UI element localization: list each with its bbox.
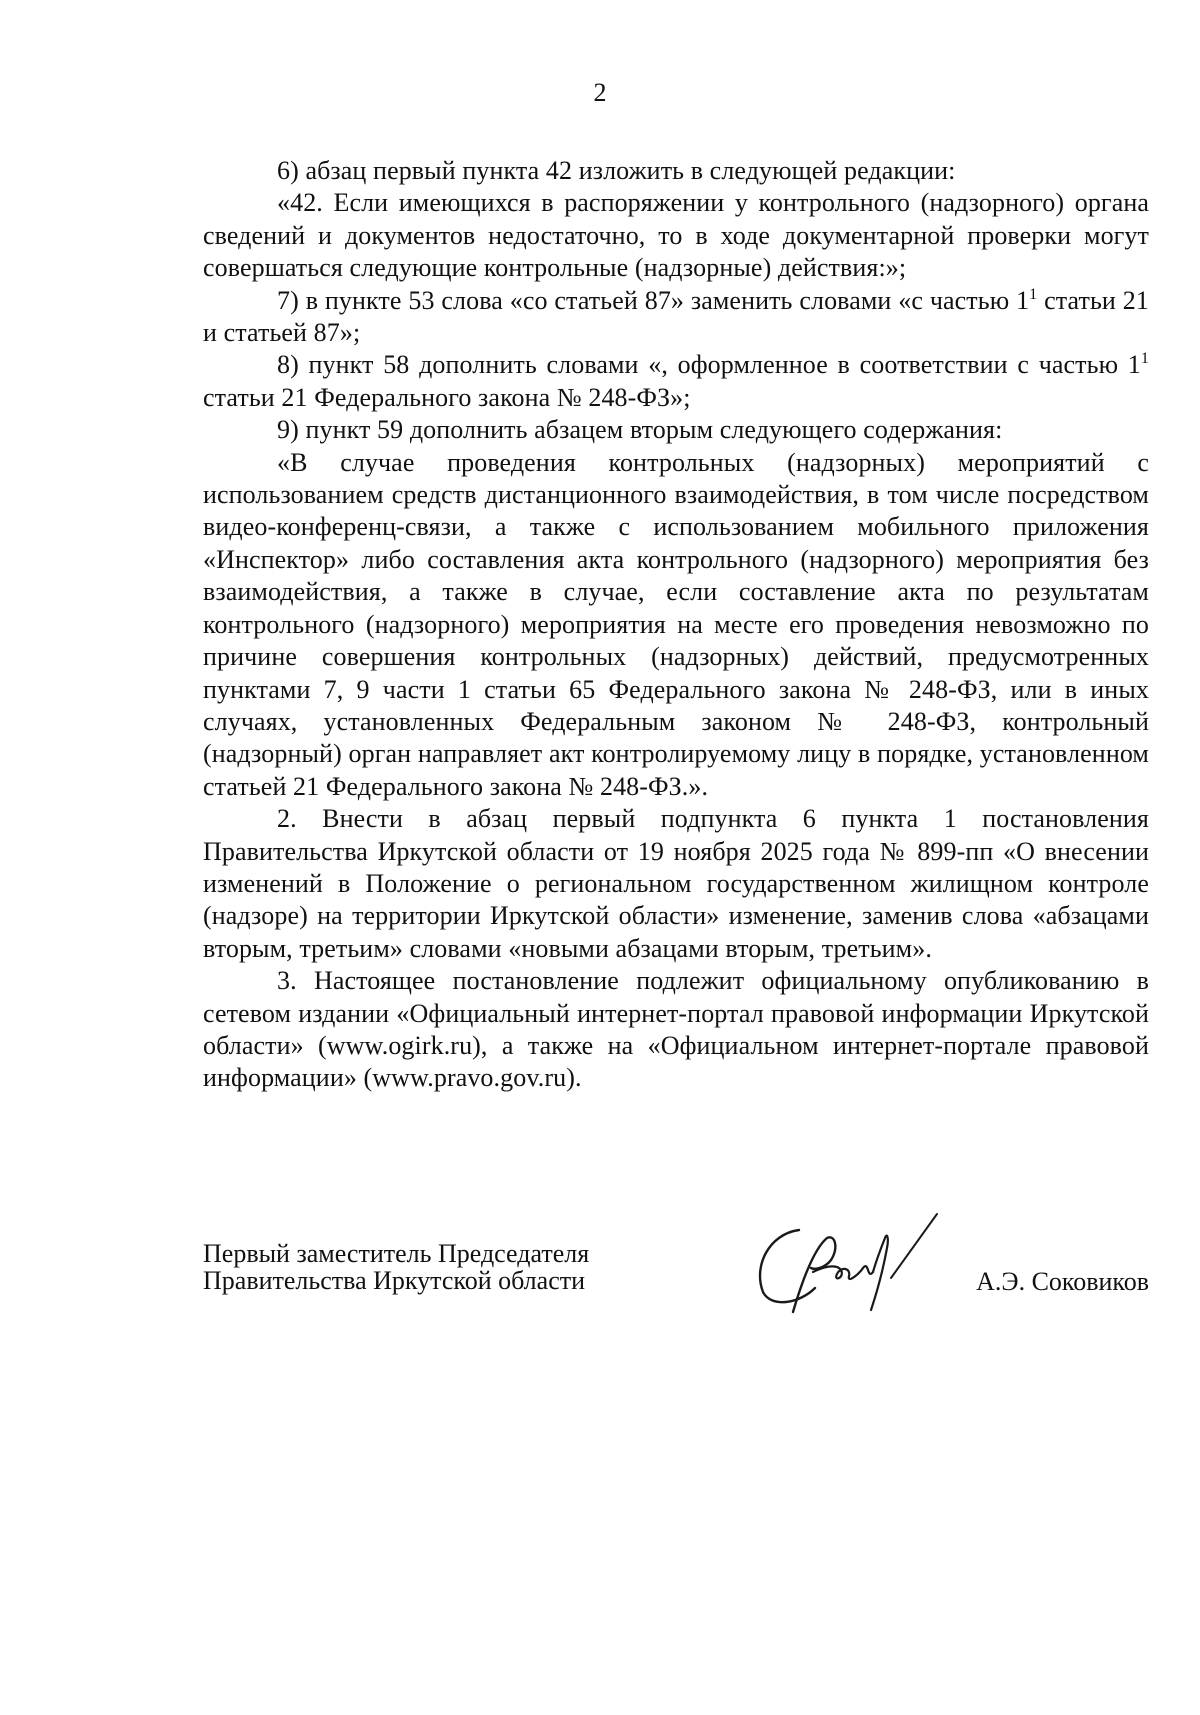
signature-block (203, 1240, 1149, 1330)
signatory-position-line2: Правительства Иркутской области (203, 1266, 586, 1295)
paragraph-item-8-text-a: 8) пункт 58 дополнить словами «, оформленное в соответствии с частью 1 (277, 350, 1141, 380)
signatory-position-line1: Первый заместитель Председателя (203, 1239, 590, 1268)
signatory-name: А.Э. Соковиков (976, 1267, 1149, 1296)
paragraph-item-7-text-b: статьи 21 и статьей 87»; (203, 285, 1149, 348)
superscript: 1 (1029, 285, 1038, 303)
paragraph-item-9: 9) пункт 59 дополнить абзацем вторым следующего содержания: (277, 415, 1003, 445)
handwritten-signature (741, 1208, 941, 1318)
paragraph-item-6: 6) абзац первый пункта 42 изложить в следующей редакции: (277, 156, 956, 185)
paragraph-section-2: 2. Внести в абзац первый подпункта 6 пункта 1 постановления Правительства Иркутской области от 19 ноября 2025 года № 899-пп «О внесении изменений в Положение о региональном государственном жилищном контроле (надзоре) на территории Иркутской области» изменение, заменив слова «абзацами вторым, третьим» словами «новыми абзацами вторым, третьим». (203, 804, 1149, 963)
paragraph-quoted-addition: «В случае проведения контрольных (надзорных) мероприятий с использованием средств дистанционного взаимодействия, в том числе посредством видео-конференц-связи, а также с использованием мобильного приложения «Инспектор» либо составления акта контрольного (надзорного) мероприятия без взаимодействия, а также в случае, если составление акта по результатам контрольного (надзорного) мероприятия на месте его проведения невозможно по причине совершения контрольных (надзорных) действий, предусмотренных пунктами 7, 9 части 1 статьи 65 Федерального закона № 248-ФЗ, или в иных случаях, установленных Федеральным законом № 248-ФЗ, контрольный (надзорный) орган направляет акт контролируемому лицу в порядке, установленном статьей 21 Федерального закона № 248-ФЗ.». (203, 447, 1149, 801)
page-number: 2 (593, 78, 607, 107)
superscript: 1 (1140, 350, 1149, 368)
signatory-position (203, 1240, 589, 1294)
paragraph-item-7 (203, 285, 1149, 350)
paragraph-item-7-text-a: 7) в пункте 53 слова «со статьей 87» заменить словами «с частью 1 (277, 285, 1030, 315)
paragraph-section-3: 3. Настоящее постановление подлежит официальному опубликованию в сетевом издании «Официальный интернет-портал правовой информации Иркутской области» (www.ogirk.ru), а также на «Официальном интернет-портале правовой информации» (www.pravo.gov.ru). (203, 966, 1149, 1093)
document-body (203, 155, 1149, 1095)
paragraph-item-8 (203, 349, 1149, 414)
paragraph-item-8-text-b: статьи 21 Федерального закона № 248-ФЗ»; (203, 382, 691, 412)
paragraph-point-42-text: «42. Если имеющихся в распоряжении у контрольного (надзорного) органа сведений и документов недостаточно, то в ходе документарной проверки могут совершаться следующие контрольные (надзорные) действия:»; (203, 188, 1149, 283)
